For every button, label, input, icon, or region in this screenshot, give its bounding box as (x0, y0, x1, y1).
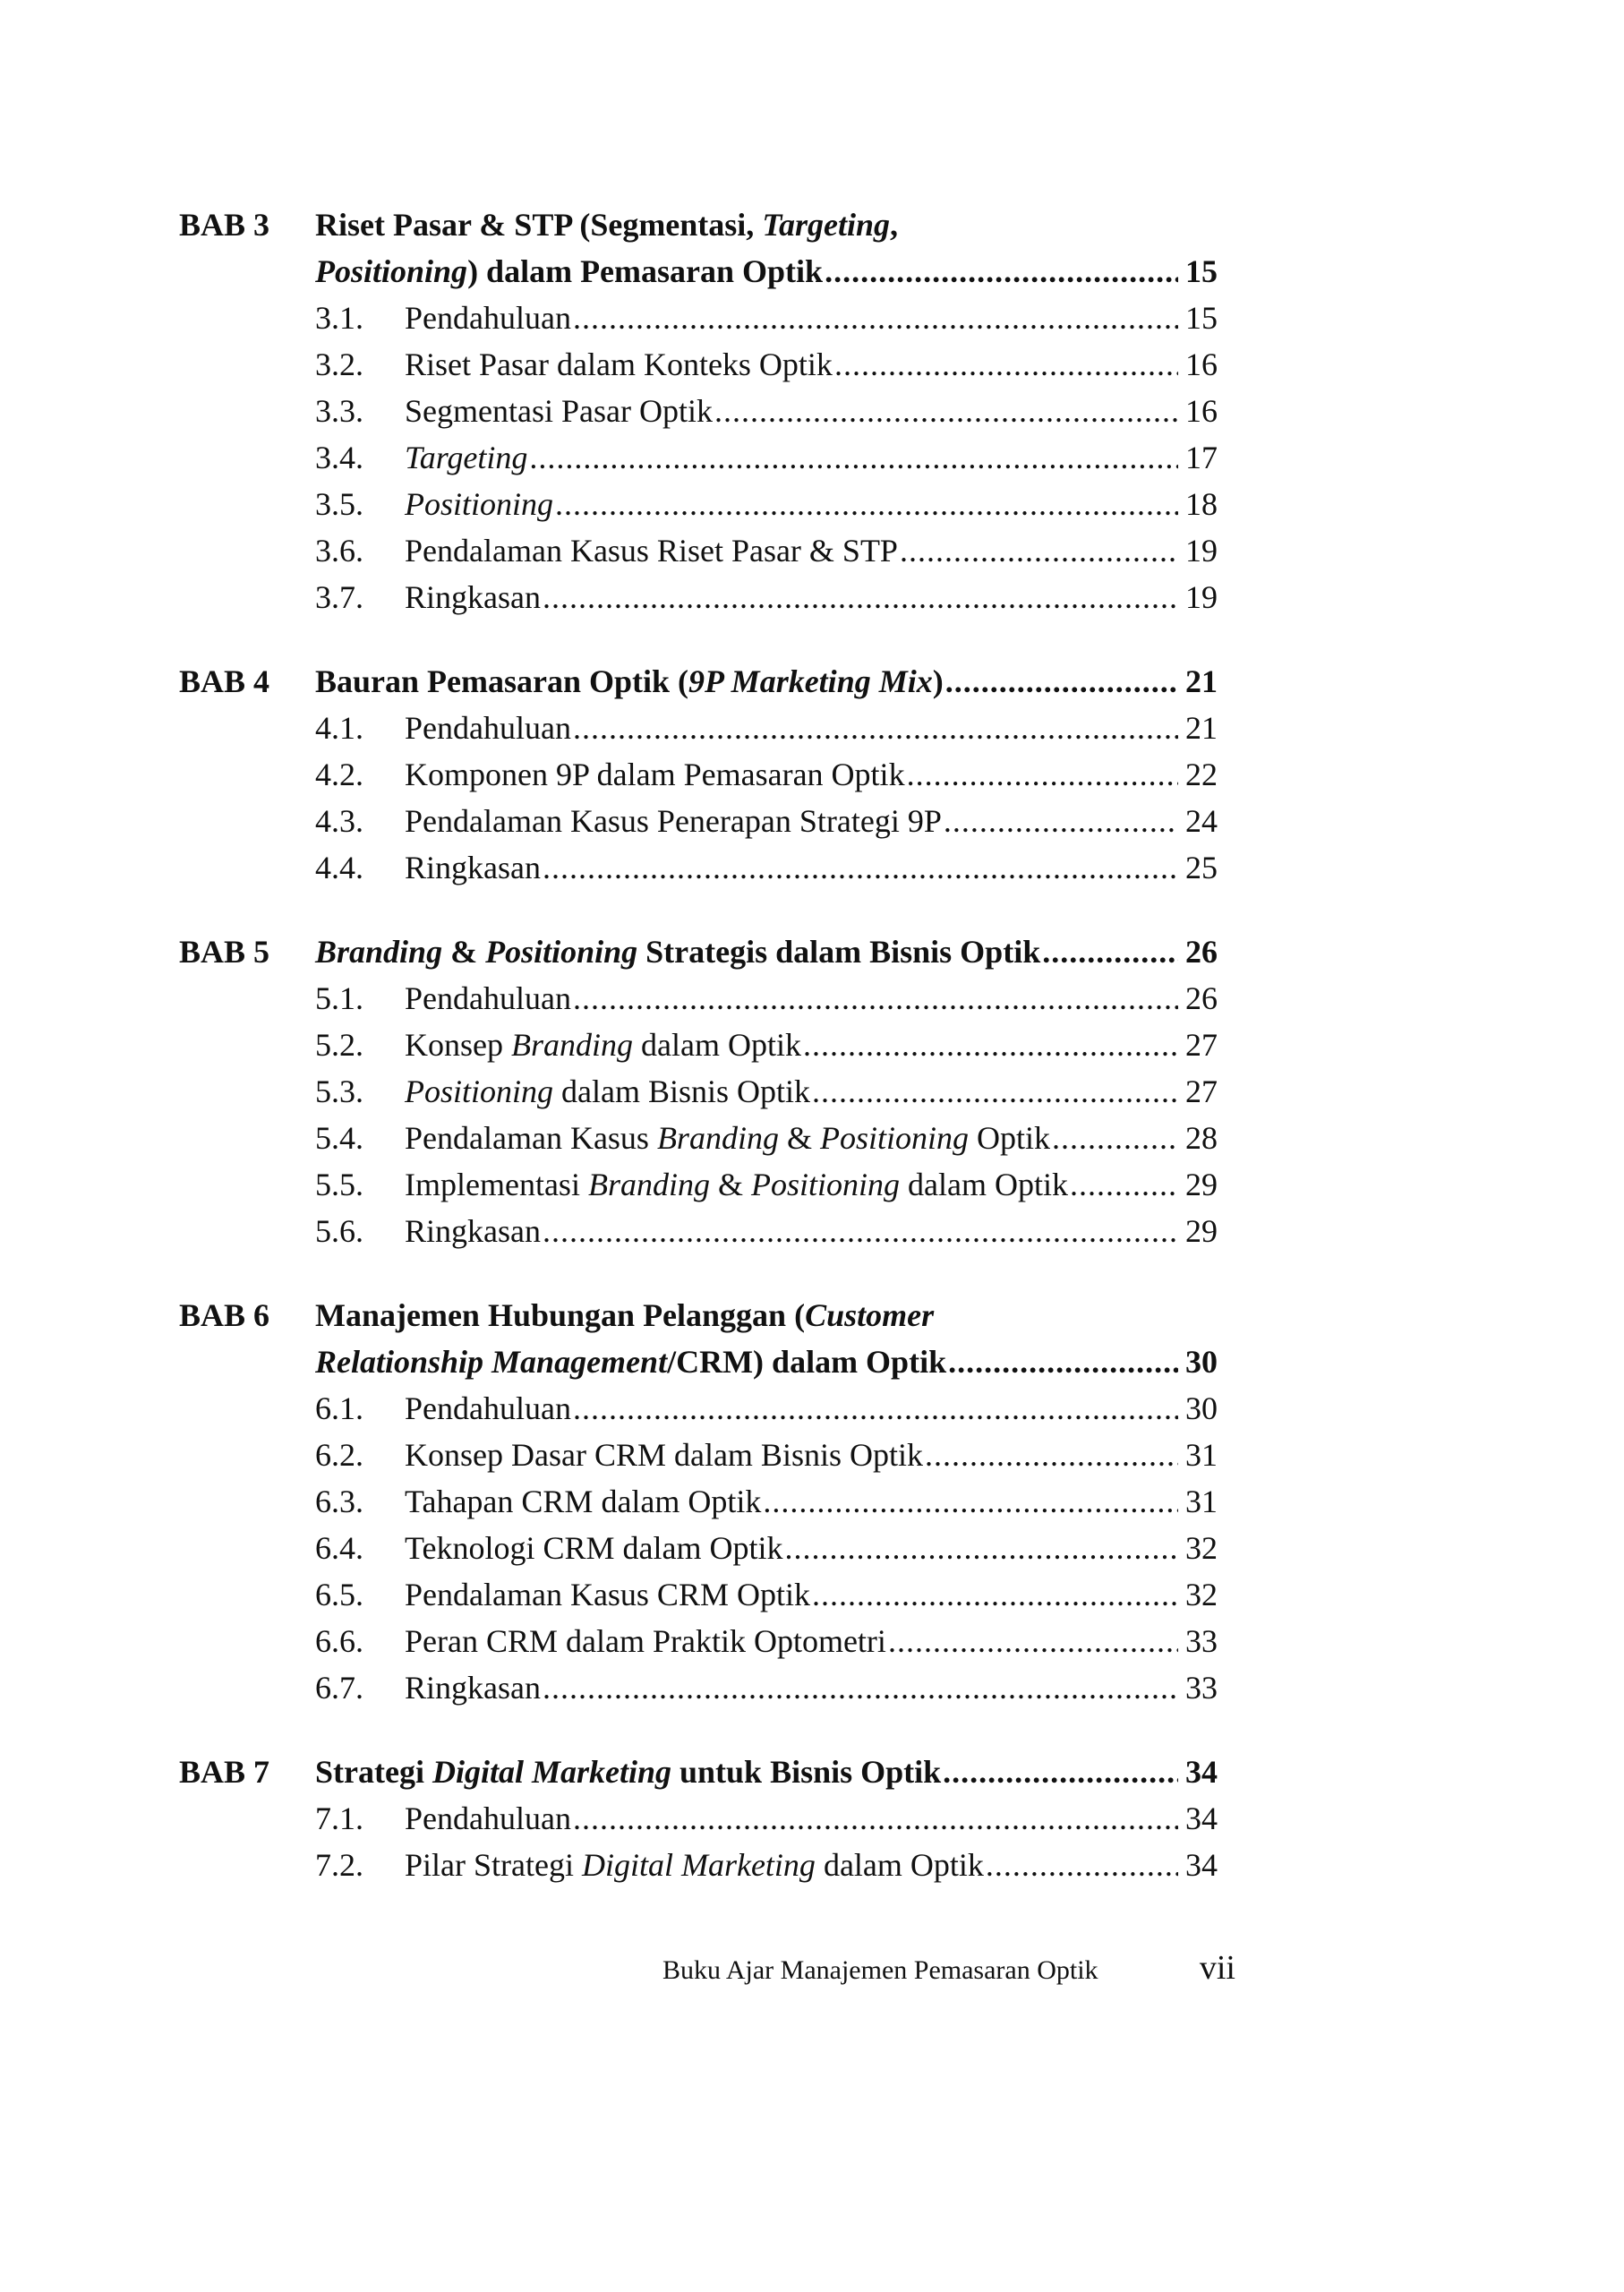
text-segment: Riset Pasar & STP (Segmentasi, (315, 207, 763, 243)
italic-term: Relationship Management (315, 1344, 668, 1380)
chapter-body (315, 928, 1218, 1254)
toc-section-entry (315, 1115, 1218, 1161)
section-title (405, 705, 571, 751)
section-page-number: 16 (1185, 393, 1218, 429)
section-page-number: 31 (1185, 1484, 1218, 1519)
toc-section-entry (315, 341, 1218, 388)
section-page-number: 22 (1185, 757, 1218, 792)
dot-leader (573, 975, 1178, 1022)
section-title (405, 844, 541, 891)
dot-leader (573, 295, 1178, 341)
dot-leader (543, 1664, 1178, 1711)
toc-section-entry (315, 1478, 1218, 1525)
text-segment: Pendahuluan (405, 980, 571, 1016)
chapter-body (315, 201, 1218, 620)
chapter-label: BAB 6 (179, 1297, 270, 1333)
italic-term: Customer (805, 1297, 935, 1333)
section-page-number: 16 (1185, 346, 1218, 382)
toc-section-entry (315, 1161, 1218, 1208)
toc-section-entry (315, 1842, 1218, 1888)
italic-term: Branding (511, 1027, 634, 1063)
text-segment: Tahapan CRM dalam Optik (405, 1484, 762, 1519)
section-number: 6.6. (315, 1623, 363, 1659)
toc-section-entry (315, 798, 1218, 844)
chapter-page-number: 15 (1185, 253, 1218, 289)
chapter-label: BAB 3 (179, 207, 270, 243)
dot-leader (812, 1571, 1178, 1618)
italic-term: 9P Marketing Mix (688, 663, 933, 699)
toc-section-entry (315, 1618, 1218, 1664)
section-title (405, 1795, 571, 1842)
toc-section-entry (315, 975, 1218, 1022)
italic-term: Targeting (405, 440, 528, 475)
text-segment: dalam Optik (633, 1027, 801, 1063)
dot-leader (529, 434, 1178, 481)
section-number: 5.6. (315, 1213, 363, 1249)
section-page-number: 32 (1185, 1577, 1218, 1612)
toc-chapter (179, 1749, 1218, 1888)
chapter-title-line (315, 1292, 1218, 1338)
text-segment: Ringkasan (405, 579, 541, 615)
section-page-number: 31 (1185, 1437, 1218, 1473)
chapter-body (315, 1292, 1218, 1711)
chapter-label: BAB 5 (179, 934, 270, 970)
chapter-title-text (315, 928, 1040, 975)
section-page-number: 32 (1185, 1530, 1218, 1566)
dot-leader (573, 1385, 1178, 1432)
section-page-number: 27 (1185, 1073, 1218, 1109)
section-number: 5.2. (315, 1027, 363, 1063)
dot-leader (1052, 1115, 1178, 1161)
chapter-page-number: 30 (1185, 1344, 1218, 1380)
dot-leader (825, 248, 1178, 295)
section-number: 5.3. (315, 1073, 363, 1109)
section-number: 7.1. (315, 1800, 363, 1836)
chapter-page-number: 26 (1185, 934, 1218, 970)
section-title (405, 574, 541, 620)
section-page-number: 25 (1185, 850, 1218, 885)
toc-chapter (179, 658, 1218, 891)
text-segment: Peran CRM dalam Praktik Optometri (405, 1623, 886, 1659)
text-segment: Konsep Dasar CRM dalam Bisnis Optik (405, 1437, 923, 1473)
text-segment: Ringkasan (405, 1213, 541, 1249)
section-number: 6.1. (315, 1390, 363, 1426)
toc-section-entry (315, 1022, 1218, 1068)
italic-term: Digital Marketing (581, 1847, 816, 1883)
section-page-number: 29 (1185, 1167, 1218, 1202)
toc-section-entry (315, 1385, 1218, 1432)
text-segment: Konsep (405, 1027, 511, 1063)
text-segment: Pendalaman Kasus (405, 1120, 657, 1156)
text-segment: Ringkasan (405, 850, 541, 885)
section-number: 6.5. (315, 1577, 363, 1612)
toc-section-entry (315, 434, 1218, 481)
toc-section-entry (315, 388, 1218, 434)
italic-term: Positioning (315, 253, 468, 289)
dot-leader (812, 1068, 1178, 1115)
text-segment: & (709, 1167, 751, 1202)
section-number: 4.1. (315, 710, 363, 746)
toc-chapter (179, 1292, 1218, 1711)
table-of-contents (179, 201, 1218, 1926)
text-segment: Bauran Pemasaran Optik ( (315, 663, 689, 699)
text-segment: Strategis dalam Bisnis Optik (637, 934, 1041, 970)
section-title (405, 388, 713, 434)
italic-term: Digital Marketing (432, 1754, 671, 1790)
text-segment: Segmentasi Pasar Optik (405, 393, 713, 429)
text-segment: Ringkasan (405, 1670, 541, 1706)
dot-leader (784, 1525, 1178, 1571)
toc-section-entry (315, 1571, 1218, 1618)
section-page-number: 33 (1185, 1670, 1218, 1706)
text-segment: Implementasi (405, 1167, 588, 1202)
chapter-page-number: 34 (1185, 1754, 1218, 1790)
dot-leader (555, 481, 1178, 527)
toc-section-entry (315, 1664, 1218, 1711)
section-title (405, 1478, 761, 1525)
dot-leader (1042, 928, 1178, 975)
toc-section-entry (315, 1432, 1218, 1478)
section-title (405, 1571, 810, 1618)
text-segment: & (442, 934, 486, 970)
section-number: 4.4. (315, 850, 363, 885)
dot-leader (907, 751, 1178, 798)
text-segment: /CRM) dalam Optik (667, 1344, 947, 1380)
section-title (405, 975, 571, 1022)
section-page-number: 30 (1185, 1390, 1218, 1426)
section-title (405, 1208, 541, 1254)
section-number: 6.3. (315, 1484, 363, 1519)
text-segment: Pendahuluan (405, 710, 571, 746)
section-page-number: 27 (1185, 1027, 1218, 1063)
section-title (405, 527, 898, 574)
section-title (405, 1161, 1068, 1208)
dot-leader (803, 1022, 1178, 1068)
dot-leader (944, 798, 1178, 844)
section-number: 3.4. (315, 440, 363, 475)
text-segment: Optik (968, 1120, 1050, 1156)
footer-book-title: Buku Ajar Manajemen Pemasaran Optik (662, 1955, 1098, 1985)
section-number: 5.1. (315, 980, 363, 1016)
section-page-number: 21 (1185, 710, 1218, 746)
dot-leader (573, 1795, 1178, 1842)
section-title (405, 1664, 541, 1711)
section-title (405, 1068, 810, 1115)
dot-leader (925, 1432, 1178, 1478)
text-segment: & (778, 1120, 820, 1156)
section-title (405, 798, 942, 844)
section-page-number: 33 (1185, 1623, 1218, 1659)
footer-page-number: vii (1199, 1949, 1235, 1987)
toc-chapter (179, 928, 1218, 1254)
italic-term: Branding (656, 1120, 779, 1156)
text-segment: untuk Bisnis Optik (671, 1754, 942, 1790)
text-segment: dalam Optik (900, 1167, 1068, 1202)
section-title (405, 1022, 801, 1068)
text-segment: Teknologi CRM dalam Optik (405, 1530, 783, 1566)
dot-leader (948, 1338, 1178, 1385)
section-title (405, 295, 571, 341)
chapter-title-text (315, 1749, 941, 1795)
chapter-label: BAB 7 (179, 1754, 270, 1790)
chapter-page-number: 21 (1185, 663, 1218, 699)
toc-section-entry (315, 844, 1218, 891)
section-number: 3.5. (315, 486, 363, 522)
section-page-number: 29 (1185, 1213, 1218, 1249)
text-segment: Pendalaman Kasus CRM Optik (405, 1577, 810, 1612)
italic-term: Branding (587, 1167, 710, 1202)
section-number: 6.4. (315, 1530, 363, 1566)
chapter-body (315, 658, 1218, 891)
toc-section-entry (315, 527, 1218, 574)
dot-leader (543, 1208, 1178, 1254)
section-number: 3.6. (315, 533, 363, 569)
section-number: 4.3. (315, 803, 363, 839)
section-page-number: 24 (1185, 803, 1218, 839)
dot-leader (573, 705, 1178, 751)
chapter-title-line (315, 248, 1218, 295)
chapter-title-line (315, 1749, 1218, 1795)
dot-leader (1070, 1161, 1178, 1208)
text-segment: Pendahuluan (405, 1390, 571, 1426)
italic-term: Positioning (405, 486, 554, 522)
section-number: 5.5. (315, 1167, 363, 1202)
text-segment: , (890, 207, 899, 243)
section-number: 7.2. (315, 1847, 363, 1883)
section-number: 3.2. (315, 346, 363, 382)
chapter-title-line (315, 1338, 1218, 1385)
dot-leader (943, 1749, 1178, 1795)
italic-term: Targeting (762, 207, 891, 243)
text-segment: Strategi (315, 1754, 432, 1790)
text-segment: ) (932, 663, 944, 699)
section-title (405, 751, 905, 798)
section-title (405, 341, 833, 388)
text-segment: Komponen 9P dalam Pemasaran Optik (405, 757, 905, 792)
italic-term: Positioning (819, 1120, 969, 1156)
text-segment: dalam Bisnis Optik (553, 1073, 811, 1109)
toc-section-entry (315, 1795, 1218, 1842)
italic-term: Positioning (405, 1073, 554, 1109)
italic-term: Positioning (750, 1167, 900, 1202)
section-page-number: 17 (1185, 440, 1218, 475)
toc-section-entry (315, 295, 1218, 341)
section-page-number: 18 (1185, 486, 1218, 522)
toc-section-entry (315, 1208, 1218, 1254)
section-title (405, 1385, 571, 1432)
text-segment: Manajemen Hubungan Pelanggan ( (315, 1297, 806, 1333)
section-number: 3.1. (315, 300, 363, 336)
chapter-body (315, 1749, 1218, 1888)
toc-section-entry (315, 705, 1218, 751)
text-segment: Pilar Strategi (405, 1847, 582, 1883)
dot-leader (834, 341, 1178, 388)
dot-leader (763, 1478, 1178, 1525)
section-title (405, 434, 527, 481)
section-page-number: 19 (1185, 533, 1218, 569)
dot-leader (900, 527, 1178, 574)
section-number: 4.2. (315, 757, 363, 792)
italic-term: Positioning (485, 934, 638, 970)
toc-chapter (179, 201, 1218, 620)
section-number: 6.7. (315, 1670, 363, 1706)
dot-leader (888, 1618, 1178, 1664)
section-page-number: 28 (1185, 1120, 1218, 1156)
section-title (405, 1842, 984, 1888)
section-title (405, 1432, 923, 1478)
text-segment: Pendalaman Kasus Penerapan Strategi 9P (405, 803, 942, 839)
section-page-number: 34 (1185, 1847, 1218, 1883)
section-page-number: 19 (1185, 579, 1218, 615)
section-title (405, 1525, 782, 1571)
chapter-title-text (315, 658, 944, 705)
text-segment: Riset Pasar dalam Konteks Optik (405, 346, 833, 382)
dot-leader (986, 1842, 1178, 1888)
toc-section-entry (315, 1068, 1218, 1115)
chapter-title-line (315, 201, 1218, 248)
section-title (405, 481, 553, 527)
section-number: 5.4. (315, 1120, 363, 1156)
italic-term: Branding (315, 934, 443, 970)
dot-leader (945, 658, 1178, 705)
section-number: 6.2. (315, 1437, 363, 1473)
section-number: 3.7. (315, 579, 363, 615)
toc-section-entry (315, 574, 1218, 620)
section-title (405, 1115, 1050, 1161)
dot-leader (543, 844, 1178, 891)
section-page-number: 34 (1185, 1800, 1218, 1836)
text-segment: Pendalaman Kasus Riset Pasar & STP (405, 533, 898, 569)
section-page-number: 15 (1185, 300, 1218, 336)
text-segment: Pendahuluan (405, 1800, 571, 1836)
dot-leader (543, 574, 1178, 620)
text-segment: Pendahuluan (405, 300, 571, 336)
text-segment: ) dalam Pemasaran Optik (467, 253, 824, 289)
chapter-title-line (315, 658, 1218, 705)
text-segment: dalam Optik (815, 1847, 984, 1883)
section-number: 3.3. (315, 393, 363, 429)
page-footer (662, 1948, 1235, 1988)
toc-section-entry (315, 751, 1218, 798)
section-page-number: 26 (1185, 980, 1218, 1016)
dot-leader (714, 388, 1178, 434)
chapter-title-line (315, 928, 1218, 975)
chapter-label: BAB 4 (179, 663, 270, 699)
toc-section-entry (315, 1525, 1218, 1571)
toc-section-entry (315, 481, 1218, 527)
section-title (405, 1618, 886, 1664)
